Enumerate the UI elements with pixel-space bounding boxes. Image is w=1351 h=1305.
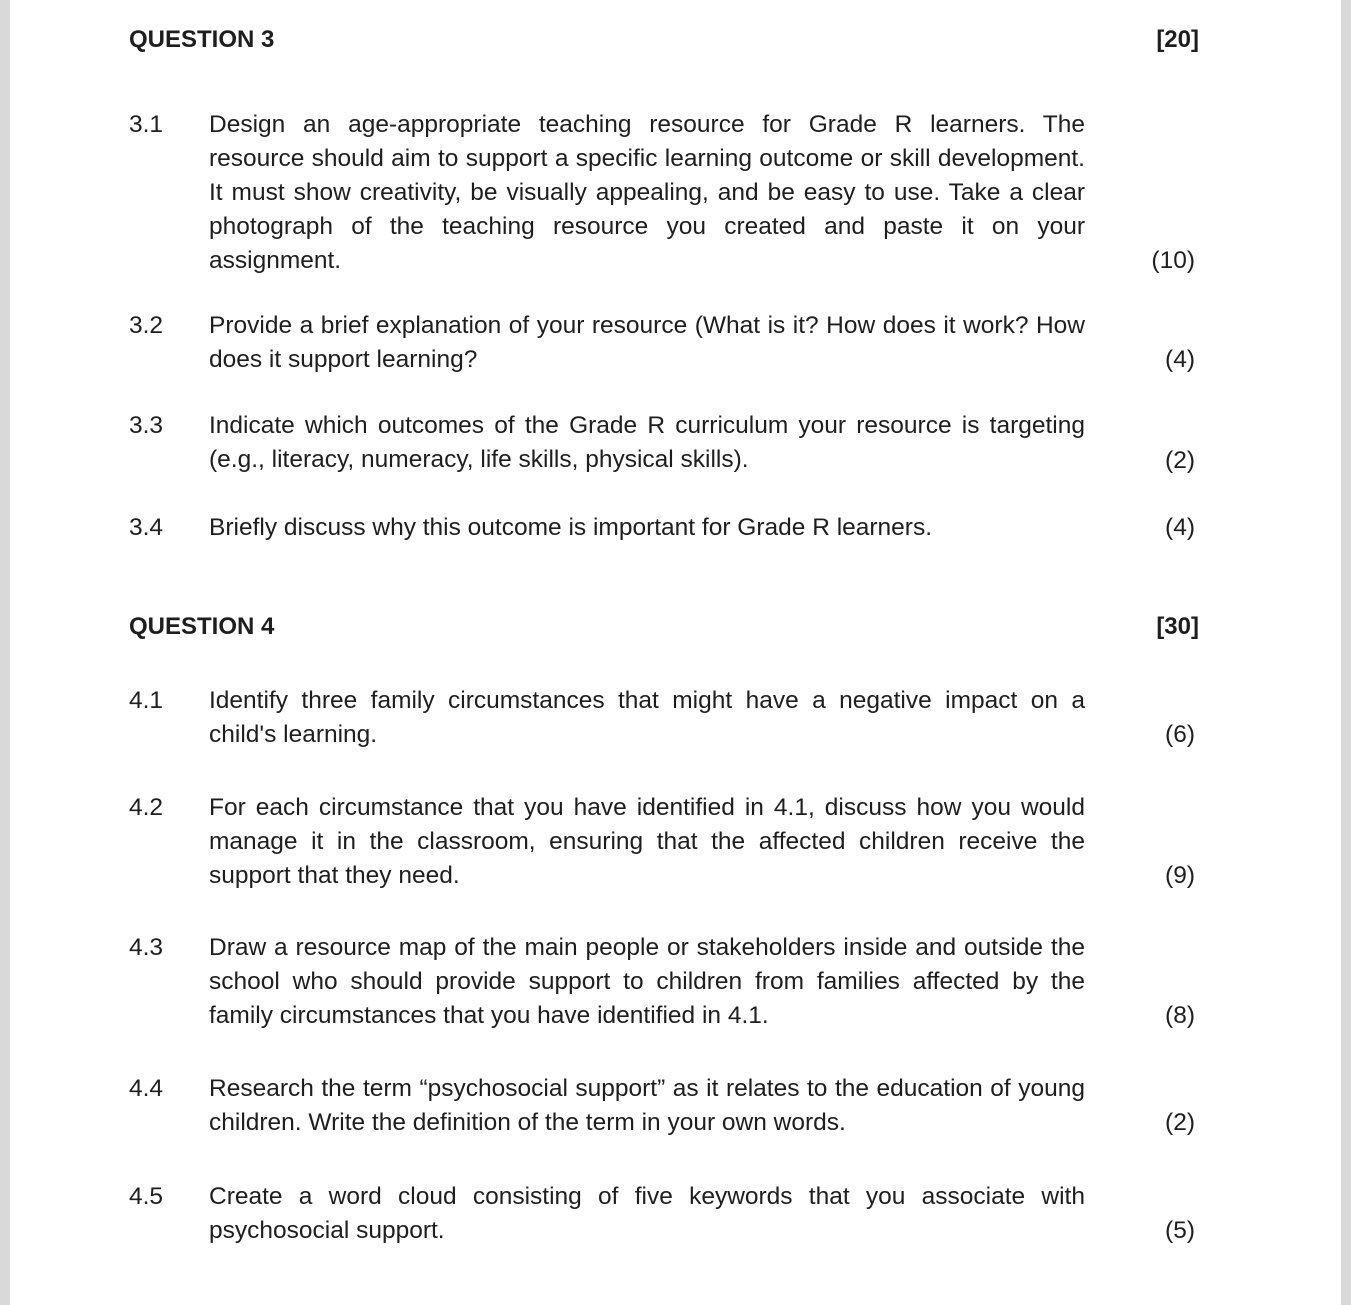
item-marks: (6) [1165,721,1195,748]
item-number: 3.2 [129,312,164,339]
item-marks: (5) [1165,1217,1195,1244]
item-number: 4.2 [129,794,164,821]
question-title: QUESTION 3 [129,26,275,53]
item-number: 4.3 [129,934,164,961]
item-marks: (2) [1165,1109,1195,1136]
item-number: 3.3 [129,412,164,439]
item-number: 3.1 [129,111,164,138]
item-number: 4.4 [129,1075,164,1102]
item-text: Draw a resource map of the main people or stakeholders inside and outside the school who should provide support to children from families affected by the family circumstances that you have identified in 4.1. [209,934,1085,1029]
question-title: QUESTION 4 [129,613,275,640]
item-text: Briefly discuss why this outcome is important for Grade R learners. [209,514,933,541]
item-text: Identify three family circumstances that might have a negative impact on a child's learning. [209,687,1085,748]
item-number: 3.4 [129,514,164,541]
question-3-heading [129,25,1209,55]
item-number: 4.5 [129,1183,164,1210]
item-text: Research the term “psychosocial support” as it relates to the education of young children. Write the definition of the term in your own words. [209,1075,1085,1136]
item-text: Create a word cloud consisting of five keywords that you associate with psychosocial support. [209,1183,1085,1244]
item-marks: (10) [1151,247,1195,274]
item-marks: (4) [1165,346,1195,373]
question-total-marks: [30] [1156,613,1199,640]
item-text: Indicate which outcomes of the Grade R curriculum your resource is targeting (e.g., literacy, numeracy, life skills, physical skills). [209,412,1085,473]
item-marks: (8) [1165,1002,1195,1029]
item-marks: (2) [1165,447,1195,474]
question-4-heading [129,612,1209,642]
item-marks: (4) [1165,514,1195,541]
item-text: Provide a brief explanation of your resource (What is it? How does it work? How does it support learning? [209,312,1085,373]
item-marks: (9) [1165,862,1195,889]
item-text: Design an age-appropriate teaching resource for Grade R learners. The resource should aim to support a specific learning outcome or skill development. It must show creativity, be visually appealing, and be easy to use. Take a clear photograph of the teaching resource you created and paste it on your assignment. [209,111,1085,274]
item-number: 4.1 [129,687,164,714]
document-page [10,0,1341,1305]
question-total-marks: [20] [1156,26,1199,53]
item-text: For each circumstance that you have identified in 4.1, discuss how you would manage it in the classroom, ensuring that the affected children receive the support that they need. [209,794,1085,889]
